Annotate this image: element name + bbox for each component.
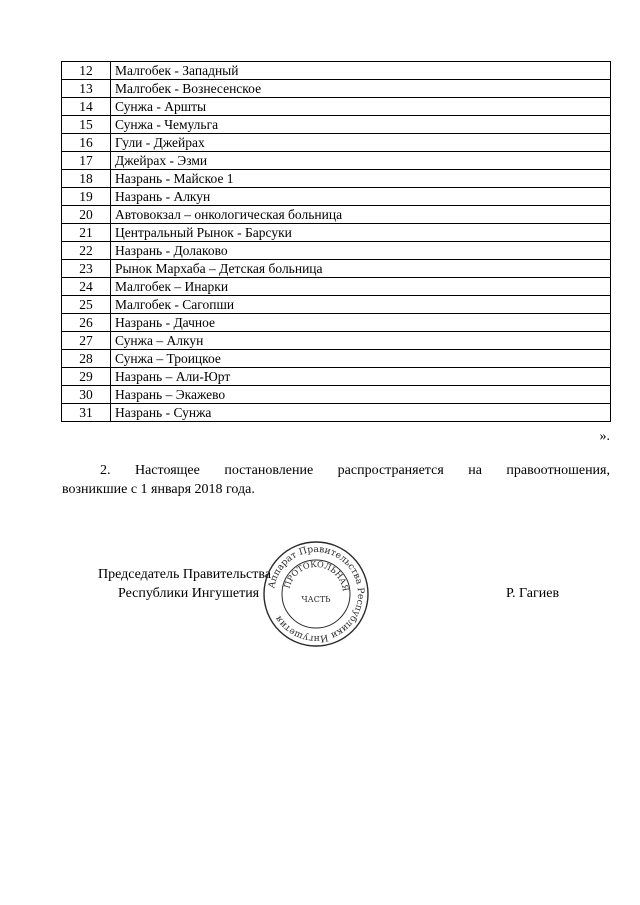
route-number: 28 bbox=[62, 350, 111, 368]
signature-title-line-1: Председатель Правительства bbox=[98, 567, 271, 582]
route-name: Автовокзал – онкологическая больница bbox=[111, 206, 611, 224]
route-name: Назрань - Майское 1 bbox=[111, 170, 611, 188]
route-name: Сунжа - Чемульга bbox=[111, 116, 611, 134]
route-number: 13 bbox=[62, 80, 111, 98]
route-number: 12 bbox=[62, 62, 111, 80]
route-name: Назрань - Долаково bbox=[111, 242, 611, 260]
route-number: 20 bbox=[62, 206, 111, 224]
official-seal bbox=[262, 540, 370, 648]
route-number: 24 bbox=[62, 278, 111, 296]
route-name: Малгобек - Западный bbox=[111, 62, 611, 80]
route-number: 14 bbox=[62, 98, 111, 116]
closing-quote: ». bbox=[599, 429, 610, 444]
table-row bbox=[62, 404, 611, 422]
route-name: Сунжа – Алкун bbox=[111, 332, 611, 350]
svg-text:ПРОТОКОЛЬНАЯ bbox=[282, 559, 351, 593]
table-row bbox=[62, 134, 611, 152]
route-name: Назрань – Али-Юрт bbox=[111, 368, 611, 386]
route-name: Малгобек - Сагопши bbox=[111, 296, 611, 314]
route-number: 16 bbox=[62, 134, 111, 152]
route-name: Малгобек – Инарки bbox=[111, 278, 611, 296]
paragraph-2 bbox=[62, 461, 610, 499]
route-name: Гули - Джейрах bbox=[111, 134, 611, 152]
route-number: 30 bbox=[62, 386, 111, 404]
route-name: Назрань - Сунжа bbox=[111, 404, 611, 422]
route-name: Джейрах - Эзми bbox=[111, 152, 611, 170]
route-number: 15 bbox=[62, 116, 111, 134]
table-row bbox=[62, 224, 611, 242]
signature-title-line-2: Республики Ингушетия bbox=[118, 586, 260, 601]
table-row bbox=[62, 296, 611, 314]
route-number: 27 bbox=[62, 332, 111, 350]
paragraph-line-2: возникшие с 1 января 2018 года. bbox=[62, 482, 255, 497]
route-number: 19 bbox=[62, 188, 111, 206]
table-row bbox=[62, 80, 611, 98]
route-name: Малгобек - Вознесенское bbox=[111, 80, 611, 98]
route-number: 31 bbox=[62, 404, 111, 422]
route-name: Центральный Рынок - Барсуки bbox=[111, 224, 611, 242]
table-row bbox=[62, 206, 611, 224]
routes-table bbox=[61, 61, 611, 422]
table-row bbox=[62, 62, 611, 80]
table-row bbox=[62, 116, 611, 134]
svg-text:Аппарат Правительства Республи bbox=[266, 544, 366, 644]
route-number: 18 bbox=[62, 170, 111, 188]
table-row bbox=[62, 278, 611, 296]
seal-stamp-graphic bbox=[262, 540, 370, 648]
route-name: Назрань – Экажево bbox=[111, 386, 611, 404]
route-name: Рынок Мархаба – Детская больница bbox=[111, 260, 611, 278]
routes-table-body bbox=[62, 62, 611, 422]
table-row bbox=[62, 332, 611, 350]
table-row bbox=[62, 350, 611, 368]
table-row bbox=[62, 242, 611, 260]
seal-outer-text: Аппарат Правительства Республики Ингушетия bbox=[266, 543, 367, 645]
seal-center-text: ЧАСТЬ bbox=[301, 595, 331, 604]
route-number: 26 bbox=[62, 314, 111, 332]
route-name: Назрань - Алкун bbox=[111, 188, 611, 206]
table-row bbox=[62, 368, 611, 386]
table-row bbox=[62, 170, 611, 188]
route-number: 21 bbox=[62, 224, 111, 242]
route-number: 22 bbox=[62, 242, 111, 260]
table-row bbox=[62, 188, 611, 206]
table-row bbox=[62, 386, 611, 404]
route-name: Сунжа – Троицкое bbox=[111, 350, 611, 368]
route-number: 17 bbox=[62, 152, 111, 170]
seal-inner-text: ПРОТОКОЛЬНАЯ bbox=[281, 558, 351, 593]
route-name: Назрань - Дачное bbox=[111, 314, 611, 332]
table-row bbox=[62, 314, 611, 332]
route-number: 23 bbox=[62, 260, 111, 278]
table-row bbox=[62, 98, 611, 116]
route-name: Сунжа - Аршты bbox=[111, 98, 611, 116]
route-number: 25 bbox=[62, 296, 111, 314]
route-number: 29 bbox=[62, 368, 111, 386]
table-row bbox=[62, 152, 611, 170]
paragraph-line-1: 2. Настоящее постановление распространяется на правоотношения, bbox=[100, 463, 610, 478]
signatory-name: Р. Гагиев bbox=[506, 586, 560, 601]
table-row bbox=[62, 260, 611, 278]
